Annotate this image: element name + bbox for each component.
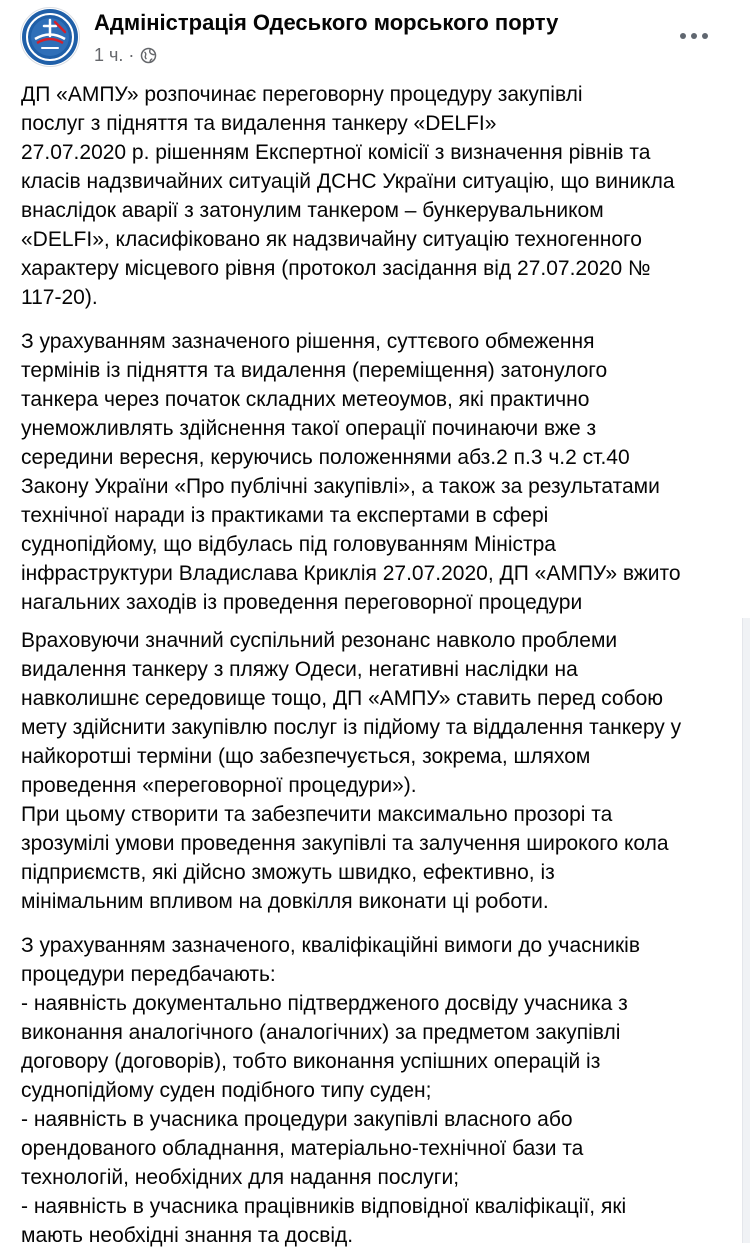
- post-paragraph: З урахуванням зазначеного, кваліфікаційні вимоги до учасників процедури передбачають: - наявність документально підтвердженого досвіду учасника з виконання аналогічного (аналогічних) за предметом закупівлі договору (договорів), тобто виконання успішних операцій із суднопідйому суден подібного типу суден; - наявність в учасника процедури закупівлі власного або орендованого обладнання, матеріально-технічної бази та технологій, необхідних для надання послуги; - наявність в учасника працівників відповідної кваліфікації, які мають необхідні знання та досвід.: [21, 934, 640, 1247]
- page-avatar[interactable]: [20, 7, 80, 67]
- scrollbar-track[interactable]: [742, 618, 750, 1243]
- post-meta: [94, 44, 157, 66]
- port-logo-icon: [21, 8, 79, 66]
- post-paragraph: ДП «АМПУ» розпочинає переговорну процедуру закупівлі послуг з підняття та видалення танкеру «DELFI» 27.07.2020 р. рішенням Експертної комісії з визначення рівнів та класів надзвичайних ситуацій ДСНС України ситуацію, що виникла внаслідок аварії з затонулим танкером – бункерувальником «DELFI», класифіковано як надзвичайну ситуацію техногенного характеру місцевого рівня (протокол засідання від 27.07.2020 № 117-20).: [21, 83, 675, 309]
- post-paragraph: При цьому створити та забезпечити максимально прозорі та зрозумілі умови проведення закупівлі та залучення широкого кола підприємств, які дійсно зможуть швидко, ефективно, із мінімальним впливом на довкілля виконати ці роботи.: [21, 803, 669, 913]
- page-name-link[interactable]: Адміністрація Одеського морського порту: [94, 10, 559, 35]
- globe-icon[interactable]: [140, 47, 157, 64]
- more-horizontal-icon: [679, 31, 709, 41]
- meta-separator: ·: [128, 44, 135, 65]
- post-text: [21, 80, 731, 1250]
- post-header: [0, 0, 750, 80]
- more-options-button[interactable]: [672, 14, 716, 58]
- post-timestamp[interactable]: 1 ч.: [94, 44, 124, 65]
- post-paragraph: З урахуванням зазначеного рішення, суттєвого обмеження термінів із підняття та видалення (переміщення) затонулого танкера через початок складних метеоумов, які практично унеможливлять здійснення такої операції починаючи вже з середини вересня, керуючись положеннями абз.2 п.3 ч.2 ст.40 Закону України «Про публічні закупівлі», а також за результатами технічної наради із практиками та експертами в сфері суднопідйому, що відбулась під головуванням Міністра інфраструктури Владислава Криклія 27.07.2020, ДП «АМПУ» вжито нагальних заходів із проведення переговорної процедури: [21, 330, 681, 614]
- post-paragraph: Враховуючи значний суспільний резонанс навколо проблеми видалення танкеру з пляжу Одеси, негативні наслідки на навколишнє середовище тощо, ДП «АМПУ» ставить перед собою мету здійснити закупівлю послуг із підйому та віддалення танкеру у найкоротші терміни (що забезпечується, зокрема, шляхом проведення «переговорної процедури»).: [21, 629, 682, 797]
